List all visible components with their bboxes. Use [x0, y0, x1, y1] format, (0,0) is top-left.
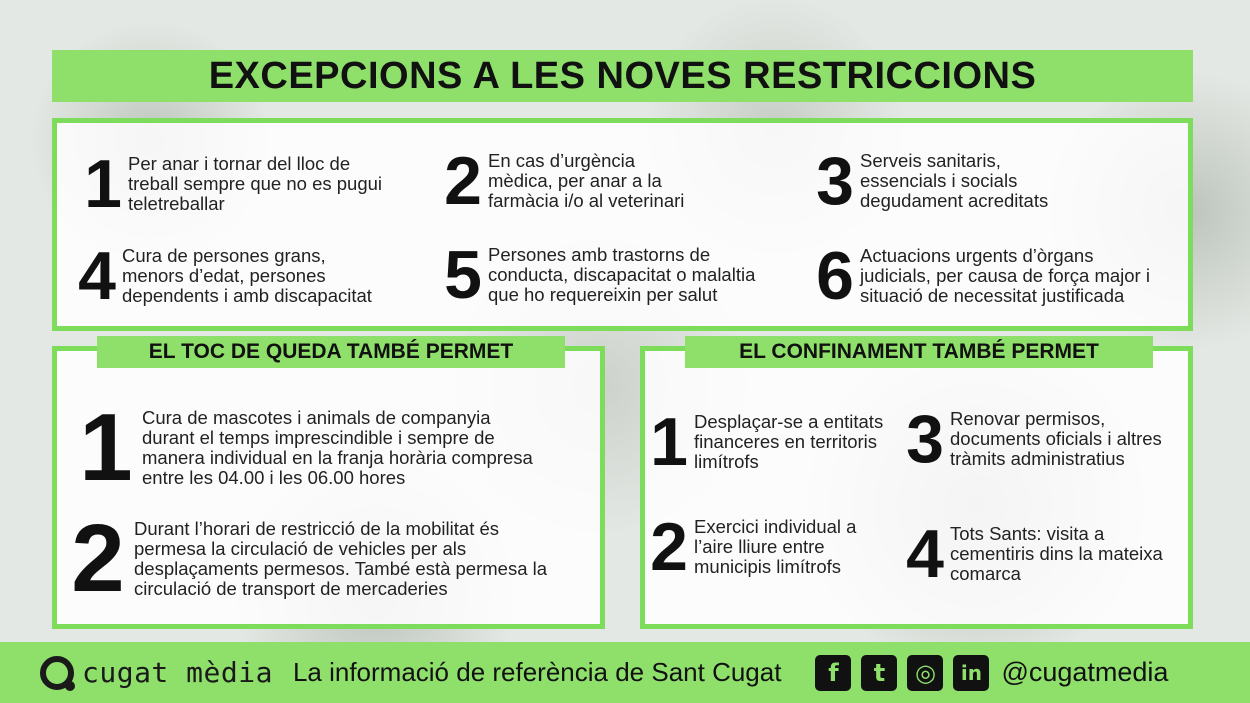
instagram-icon[interactable]: ◎ [907, 655, 943, 691]
exception-item-6 [812, 238, 1150, 314]
exception-item-4 [74, 238, 372, 314]
social-links [815, 655, 999, 691]
exception-number: 6 [816, 238, 854, 314]
curfew-number: 1 [79, 394, 133, 501]
exception-number: 1 [84, 146, 122, 222]
curfew-text: Cura de mascotes i animals de companyia durant el temps imprescindible i sempre de manera individual en la franja horària compresa entre les 04.00 i les 06.00 hores [142, 407, 533, 488]
exception-number: 5 [444, 237, 482, 313]
footer-bar [0, 642, 1250, 703]
exception-text: Per anar i tornar del lloc de treball sempre que no es pugui teletreballar [128, 153, 383, 214]
footer-tagline: La informació de referència de Sant Cugat [292, 657, 782, 687]
cugat-media-logo[interactable] [40, 656, 273, 690]
lockdown-item-4 [902, 516, 1163, 592]
linkedin-icon[interactable]: in [953, 655, 989, 691]
exception-item-5 [440, 237, 756, 313]
exception-number: 3 [816, 143, 854, 219]
lockdown-text: Desplaçar-se a entitats financeres en territoris limítrofs [694, 411, 884, 472]
exception-text: Serveis sanitaris, essencials i socials degudament acreditats [860, 150, 1049, 211]
twitter-icon[interactable]: t [861, 655, 897, 691]
lockdown-item-2 [646, 509, 857, 585]
exception-item-1 [80, 146, 383, 222]
curfew-item-1 [76, 394, 533, 501]
exception-item-3 [812, 143, 1049, 219]
title-banner [52, 50, 1193, 102]
lockdown-text: Tots Sants: visita a cementiris dins la mateixa comarca [950, 523, 1163, 584]
lockdown-number: 2 [650, 509, 688, 585]
exception-number: 4 [78, 238, 116, 314]
logo-mark-icon [40, 656, 74, 690]
curfew-text: Durant l’horari de restricció de la mobilitat és permesa la circulació de vehicles per als desplaçaments permesos. També està permesa la circulació de transport de mercaderies [134, 518, 548, 599]
exception-text: Cura de persones grans, menors d’edat, persones dependents i amb discapacitat [122, 245, 372, 306]
lockdown-number: 3 [906, 401, 944, 477]
lockdown-text: Exercici individual a l’aire lliure entre municipis limítrofs [694, 516, 857, 577]
lockdown-item-3 [902, 401, 1162, 477]
exception-number: 2 [444, 143, 482, 219]
exception-text: Persones amb trastorns de conducta, discapacitat o malaltia que ho requereixin per salut [488, 244, 756, 305]
lockdown-label: EL CONFINAMENT TAMBÉ PERMET [685, 336, 1153, 368]
social-handle[interactable]: @cugatmedia [1001, 657, 1169, 687]
facebook-icon[interactable]: f [815, 655, 851, 691]
page-title: EXCEPCIONS A LES NOVES RESTRICCIONS [208, 54, 1037, 97]
lockdown-number: 4 [906, 516, 944, 592]
exception-text: En cas d’urgència mèdica, per anar a la farmàcia i/o al veterinari [488, 150, 685, 211]
lockdown-item-1 [646, 404, 884, 480]
curfew-item-2 [68, 505, 548, 612]
logo-text: cugat mèdia [82, 656, 273, 689]
lockdown-text: Renovar permisos, documents oficials i altres tràmits administratius [950, 408, 1162, 469]
lockdown-number: 1 [650, 404, 688, 480]
curfew-number: 2 [71, 505, 125, 612]
exception-item-2 [440, 143, 685, 219]
exception-text: Actuacions urgents d’òrgans judicials, per causa de força major i situació de necessitat justificada [860, 245, 1150, 306]
curfew-label: EL TOC DE QUEDA TAMBÉ PERMET [97, 336, 565, 368]
